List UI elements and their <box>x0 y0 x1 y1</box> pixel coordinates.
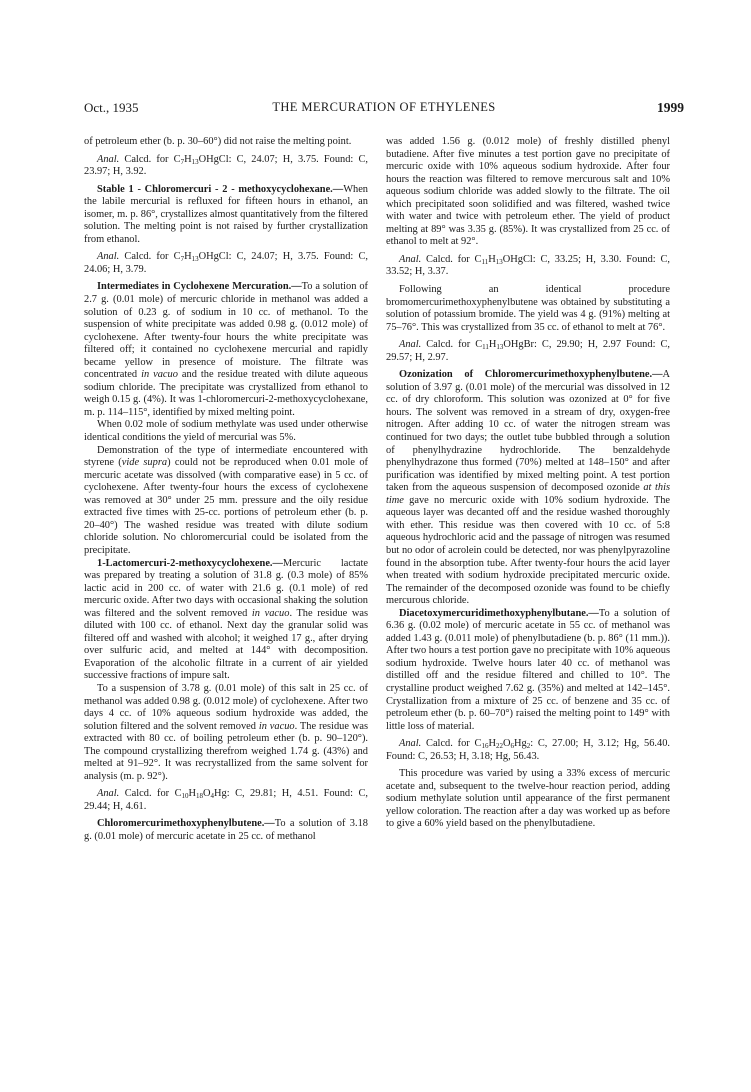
paragraph <box>84 445 368 558</box>
paragraph <box>84 683 368 783</box>
paragraph: Following an identical procedure bromomercurimethoxyphenylbutene was obtained by substituting a solution of potassium bromide. The yield was 4 g. (91%) melting at 75–76°. This was crystallized from 35 cc. of ethanol to melt at 76°. <box>386 284 670 333</box>
analysis-label: Anal. <box>97 251 120 263</box>
analysis-line <box>84 251 368 276</box>
section-paragraph <box>84 558 368 683</box>
section-heading: Stable 1 - Chloromercuri - 2 - methoxycyclohexane.— <box>97 183 344 195</box>
italic-phrase: vide supra <box>121 457 168 469</box>
section-heading: Ozonization of Chloromercurimethoxyphenylbutene.— <box>399 369 663 381</box>
analysis-text: Calcd. for $C_{11}H_{13}OHgBr$: C, 29.90; H, 2.97 Found: C, 29.57; H, 2.97. <box>386 339 671 363</box>
section-text: . The residue was diluted with 100 cc. of ethanol. Next day the granular solid was filtered off and washed with alcohol; it weighed 17 g., after drying over sulfuric acid, and melted at 144° with decomposition. Evaporation of the alcoholic filtrate in a current of air yielded successive fractions of impure salt. <box>84 607 369 682</box>
section-heading: Intermediates in Cyclohexene Mercuration.— <box>97 281 302 293</box>
paragraph: of petroleum ether (b. p. 30–60°) did not raise the melting point. <box>84 136 352 147</box>
section-heading: Chloromercurimethoxyphenylbutene.— <box>97 818 275 830</box>
analysis-text: Calcd. for $C_{16}H_{22}O_6Hg_2$: C, 27.00; H, 3.12; Hg, 56.40. Found: C, 26.53; H, 3.18; Hg, 56.43. <box>386 738 670 762</box>
section-paragraph <box>84 281 368 419</box>
section-text: Mercuric lactate was prepared by treating a solution of 31.8 g. (0.3 mole) of 85% lactic acid in 200 cc. of water with 21.6 g. (0.1 mole) of red mercuric oxide. After two days with occasional shaking the solution was filtered and the solvent removed <box>84 557 368 619</box>
analysis-label: Anal. <box>97 153 120 165</box>
section-text: To a solution of 6.36 g. (0.02 mole) of mercuric acetate in 55 cc. of methanol was added 1.43 g. (0.011 mole) of phenylbutadiene (b. p. 86° (11 mm.)). After two hours a test portion gave no precipitate with 10% aqueous sodium hydroxide. Twelve hours later 40 cc. of methanol was distilled off and the residue filtered and chilled to 10°. The crystalline product weighed 7.62 g. (35%) and melted at 142–145°. Crystallization from a mixture of 25 cc. of benzene and 35 cc. of petroleum ether (b. p. 60–70°) raised the melting point to 149° with little loss of material. <box>386 607 670 732</box>
section-text: A solution of 3.97 g. (0.01 mole) of the mercurial was dissolved in 12 cc. of dry chloroform. This solution was ozonized at 0° for five hours. The solvent was removed in a stream of dry, oxygen-free nitrogen. After adding 10 cc. of water the nitrogen stream was continued for two days; the outlet tube bubbled through a solution of phenylhydrazine hydrochloride. The benzaldehyde phenylhydrazone thus formed (70%) melted at 148–150° and after purification was identified by mixed melting point. A test portion taken from the aqueous suspension of decomposed ozonide <box>386 369 670 494</box>
paragraph-text: Demonstration of the type of intermediate encountered with styrene ( <box>84 444 368 469</box>
analysis-text: Calcd. for $C_{10}H_{18}O_4Hg$: C, 29.81; H, 4.51. Found: C, 29.44; H, 4.61. <box>84 788 369 812</box>
header-date: Oct., 1935 <box>84 100 139 115</box>
italic-phrase: in vacuo <box>141 369 178 381</box>
analysis-line <box>84 154 368 179</box>
italic-phrase: at this time <box>386 482 671 506</box>
analysis-text: Calcd. for $C_7H_{13}OHgCl$: C, 24.07; H, 3.75. Found: C, 24.06; H, 3.79. <box>84 251 368 275</box>
paragraph: When 0.02 mole of sodium methylate was used under otherwise identical conditions the yield of mercurial was 5%. <box>84 419 368 444</box>
analysis-label: Anal. <box>399 253 422 265</box>
paragraph-text: To a suspension of 3.78 g. (0.01 mole) of this salt in 25 cc. of methanol was added 0.98 g. (0.012 mole) of cyclohexene. After two days 4 cc. of 10% aqueous sodium hydroxide was added, the solution filtered and the solvent removed <box>84 682 368 732</box>
analysis-line <box>386 339 670 364</box>
section-heading: Diacetoxymercuridimethoxyphenylbutane.— <box>399 607 599 619</box>
left-column <box>84 136 368 844</box>
analysis-text: Calcd. for $C_7H_{13}OHgCl$: C, 24.07; H, 3.75. Found: C, 23.97; H, 3.92. <box>84 153 368 178</box>
section-heading: 1-Lactomercuri-2-methoxycyclohexene.— <box>97 557 283 569</box>
paragraph-text: . The residue was extracted with 80 cc. of boiling petroleum ether (b. p. 90–120°). The compound crystallizing therefrom weighed 1.74 g. (43%) and melted at 91–92°. It was recrystallized from the same solvent for analysis (m. p. 92°). <box>84 720 368 782</box>
italic-phrase: in vacuo <box>258 720 295 732</box>
section-text: gave no mercuric oxide with 10% sodium hydroxide. The aqueous layer was decanted off and the residue washed thoroughly with ether. This residue was then covered with 10 cc. of 5:8 aqueous hydrochloric acid and the passage of nitrogen was resumed but no odor of acrolein could be detected, nor was phenylpyrazoline found in the absorption tube. After twenty-four hours the acid layer when treated with sodium hydroxide precipitated mercuric oxide. The remainder of the decomposed ozonide was found to be chiefly mercurous chloride. <box>386 494 670 607</box>
paragraph: This procedure was varied by using a 33% excess of mercuric acetate and, subsequent to the twelve-hour reaction period, adding sodium methylate solution until appearance of the first permanent yellow coloration. The reaction after a day was worked up as before to give a 60% yield based on the phenylbutadiene. <box>386 768 670 830</box>
analysis-line <box>386 254 670 279</box>
analysis-line <box>84 788 368 813</box>
header-title: THE MERCURATION OF ETHYLENES <box>272 100 496 114</box>
section-text: To a solution of 3.18 g. (0.01 mole) of mercuric acetate in 25 cc. of methanol <box>84 818 368 842</box>
section-paragraph <box>84 184 368 247</box>
page-number: 1999 <box>657 100 684 115</box>
analysis-label: Anal. <box>399 339 422 351</box>
analysis-label: Anal. <box>399 738 422 750</box>
section-text: When the labile mercurial is refluxed for fifteen hours in ethanol, an isomer, m. p. 86°, crystallizes almost quantitatively from the filtered solution. The melting point is not raised by further crystallization from ethanol. <box>84 183 368 245</box>
running-header <box>84 100 684 120</box>
section-paragraph <box>386 608 670 733</box>
paragraph-text: ) could not be reproduced when 0.01 mole of mercuric acetate was dissolved (with comparative ease) in 5 cc. of cyclohexene. After twenty-four hours the excess of cyclohexene was removed at 30° under 25 mm. pressure and the oily residue extracted five times with 25-cc. portions of petroleum ether (b. p. 20–40°) The washed residue was treated with dilute sodium chloride solution. No chloromercurial could be isolated from the precipitate. <box>84 457 369 556</box>
section-paragraph <box>84 818 368 843</box>
section-text: To a solution of 2.7 g. (0.01 mole) of mercuric chloride in methanol was added a solution of 0.23 g. of sodium in 10 cc. of methanol. To the suspension of white precipitate was added 0.98 g. (0.012 mole) of cyclohexene. After twenty-four hours the white precipitate was filtered off; it contained no cyclohexene mercurial and rapidly became yellow in presence of moisture. The filtrate was concentrated <box>84 281 368 381</box>
analysis-text: Calcd. for $C_{11}H_{13}OHgCl$: C, 33.25; H, 3.30. Found: C, 33.52; H, 3.37. <box>386 253 670 278</box>
section-paragraph <box>386 369 670 607</box>
analysis-label: Anal. <box>97 788 120 800</box>
italic-phrase: in vacuo <box>251 607 290 619</box>
section-text: and the residue treated with dilute aqueous sodium chloride. The precipitate was crystallized from ethanol to weigh 0.15 g. (4%). It was 1-chloromercuri-2-methoxycyclohexane, m. p. 114–115°, identified by mixed melting point. <box>84 369 368 418</box>
analysis-line <box>386 738 670 763</box>
paragraph: was added 1.56 g. (0.012 mole) of freshly distilled phenyl butadiene. After five minutes a test portion gave no precipitate of mercuric oxide with 10% aqueous sodium hydroxide. After four hours the reaction was filtered to remove mercurous salt and 10% aqueous sodium chloride was added slowly to the filtrate. The oil which precipitated soon solidified and was filtered, washed twice with water and twice with petroleum ether. The yield of product melting at 89° was 3.35 g. (85%). It was crystallized from 25 cc. of ethanol to melt at 92°. <box>386 136 670 248</box>
right-column <box>386 136 670 831</box>
